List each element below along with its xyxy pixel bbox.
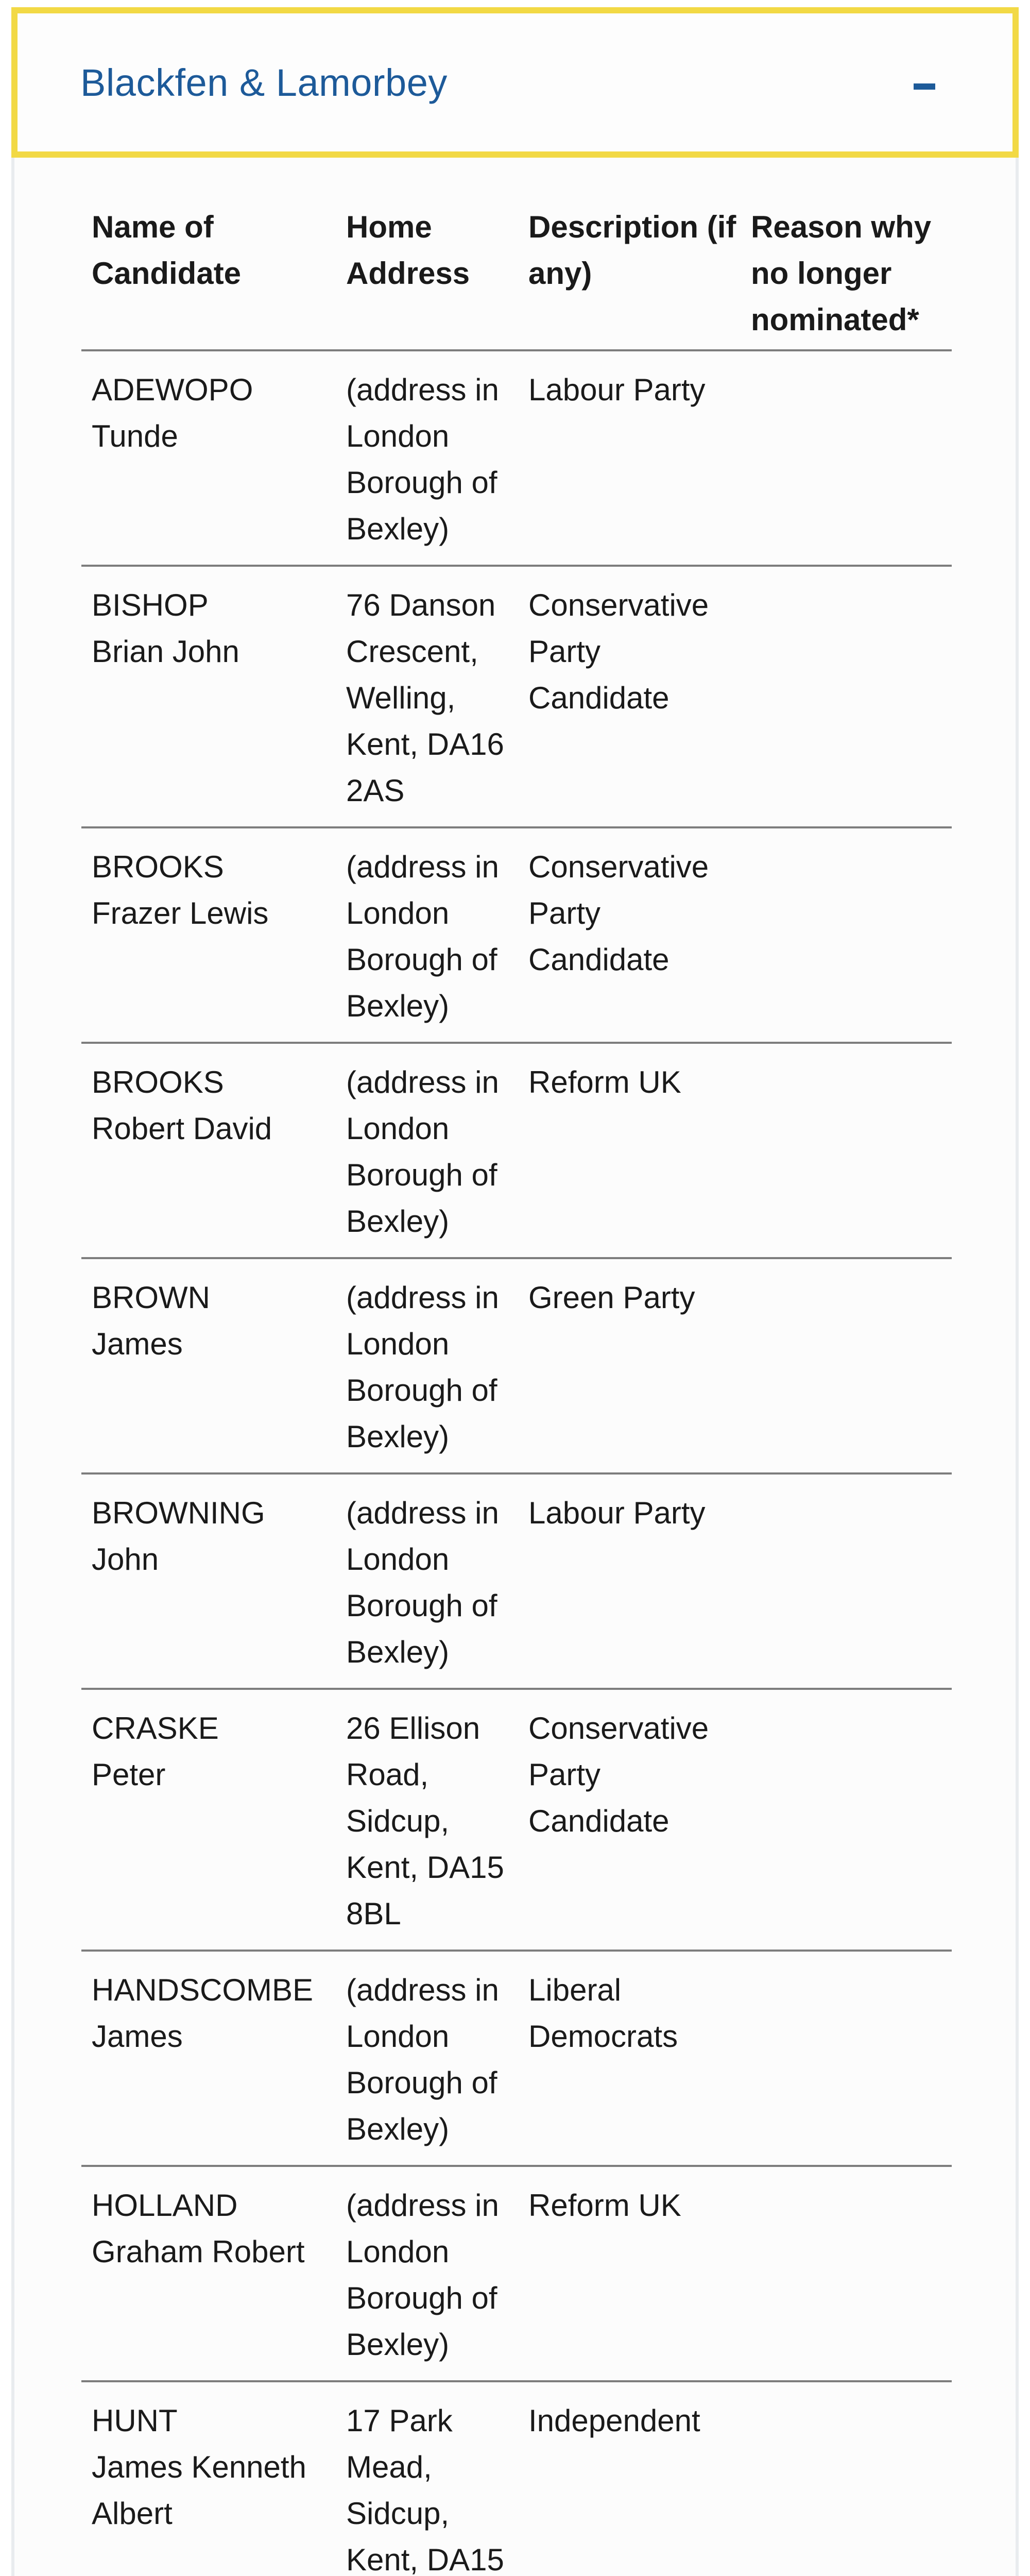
candidate-description: Green Party: [518, 1258, 741, 1473]
candidate-reason-no-longer-nominated: [741, 1043, 952, 1258]
table-row: [81, 566, 952, 827]
table-row: [81, 350, 952, 566]
candidate-forenames: James: [92, 2019, 183, 2054]
candidate-forenames: James Kenneth Albert: [92, 2450, 306, 2531]
candidate-home-address: 76 Danson Crescent, Welling, Kent, DA16 2AS: [336, 566, 518, 827]
candidate-description: Labour Party: [518, 350, 741, 566]
accordion-title: Blackfen & Lamorbey: [80, 61, 448, 104]
candidate-description: Conservative Party Candidate: [518, 827, 741, 1043]
candidate-home-address: (address in London Borough of Bexley): [336, 1473, 518, 1689]
candidate-forenames: John: [92, 1542, 159, 1577]
accordion-panel: [11, 158, 1019, 2576]
table-header-row: [81, 199, 952, 350]
candidate-forenames: Brian John: [92, 634, 239, 669]
candidate-reason-no-longer-nominated: [741, 1951, 952, 2166]
header-home-address: Home Address: [336, 199, 518, 350]
candidate-reason-no-longer-nominated: [741, 350, 952, 566]
candidate-name-cell: [81, 1043, 336, 1258]
candidate-name-cell: [81, 1473, 336, 1689]
candidate-surname: HUNT: [92, 2403, 178, 2438]
candidate-surname: ADEWOPO: [92, 372, 253, 407]
candidate-rows: [81, 350, 952, 2576]
candidate-name-cell: [81, 1258, 336, 1473]
table-row: [81, 827, 952, 1043]
candidate-description: Reform UK: [518, 2166, 741, 2381]
candidate-reason-no-longer-nominated: [741, 1258, 952, 1473]
candidate-home-address: (address in London Borough of Bexley): [336, 1258, 518, 1473]
candidate-description: Independent: [518, 2381, 741, 2576]
candidate-surname: BISHOP: [92, 588, 209, 622]
table-row: [81, 1258, 952, 1473]
candidate-name-cell: [81, 2381, 336, 2576]
table-row: [81, 1951, 952, 2166]
accordion-header[interactable]: [11, 7, 1019, 158]
candidate-surname: BROOKS: [92, 1065, 224, 1099]
table-row: [81, 1473, 952, 1689]
candidate-surname: HANDSCOMBE: [92, 1973, 314, 2007]
candidate-home-address: (address in London Borough of Bexley): [336, 827, 518, 1043]
candidate-forenames: Peter: [92, 1757, 166, 1792]
candidate-reason-no-longer-nominated: [741, 2166, 952, 2381]
candidate-reason-no-longer-nominated: [741, 1689, 952, 1951]
candidate-reason-no-longer-nominated: [741, 827, 952, 1043]
candidate-surname: BROOKS: [92, 850, 224, 884]
candidate-forenames: Frazer Lewis: [92, 896, 269, 930]
candidate-surname: HOLLAND: [92, 2188, 238, 2223]
table-row: [81, 1043, 952, 1258]
candidate-home-address: 17 Park Mead, Sidcup, Kent, DA15: [336, 2381, 518, 2576]
candidate-description: Liberal Democrats: [518, 1951, 741, 2166]
candidate-description: Reform UK: [518, 1043, 741, 1258]
minus-icon[interactable]: [914, 83, 935, 90]
candidate-reason-no-longer-nominated: [741, 1473, 952, 1689]
candidate-forenames: James: [92, 1327, 183, 1361]
candidate-name-cell: [81, 566, 336, 827]
table-row: [81, 2166, 952, 2381]
candidate-description: Conservative Party Candidate: [518, 566, 741, 827]
table-row: [81, 1689, 952, 1951]
candidates-table: [81, 199, 952, 2576]
candidate-home-address: 26 Ellison Road, Sidcup, Kent, DA15 8BL: [336, 1689, 518, 1951]
candidate-reason-no-longer-nominated: [741, 566, 952, 827]
candidate-name-cell: [81, 350, 336, 566]
candidate-forenames: Robert David: [92, 1111, 272, 1146]
candidate-home-address: (address in London Borough of Bexley): [336, 350, 518, 566]
candidate-surname: BROWNING: [92, 1496, 265, 1530]
candidate-surname: BROWN: [92, 1280, 210, 1315]
candidate-surname: CRASKE: [92, 1711, 219, 1745]
candidate-name-cell: [81, 827, 336, 1043]
candidate-forenames: Graham Robert: [92, 2234, 305, 2269]
candidate-name-cell: [81, 1951, 336, 2166]
candidate-description: Labour Party: [518, 1473, 741, 1689]
header-name-of-candidate: Name of Candidate: [81, 199, 336, 350]
candidate-name-cell: [81, 2166, 336, 2381]
candidate-name-cell: [81, 1689, 336, 1951]
candidate-home-address: (address in London Borough of Bexley): [336, 1043, 518, 1258]
candidate-forenames: Tunde: [92, 419, 178, 453]
candidate-reason-no-longer-nominated: [741, 2381, 952, 2576]
table-row: [81, 2381, 952, 2576]
header-reason-no-longer-nominated: Reason why no longer nominated*: [741, 199, 952, 350]
candidate-home-address: (address in London Borough of Bexley): [336, 2166, 518, 2381]
candidate-description: Conservative Party Candidate: [518, 1689, 741, 1951]
header-description: Description (if any): [518, 199, 741, 350]
candidate-home-address: (address in London Borough of Bexley): [336, 1951, 518, 2166]
ward-accordion: [11, 7, 1019, 2576]
